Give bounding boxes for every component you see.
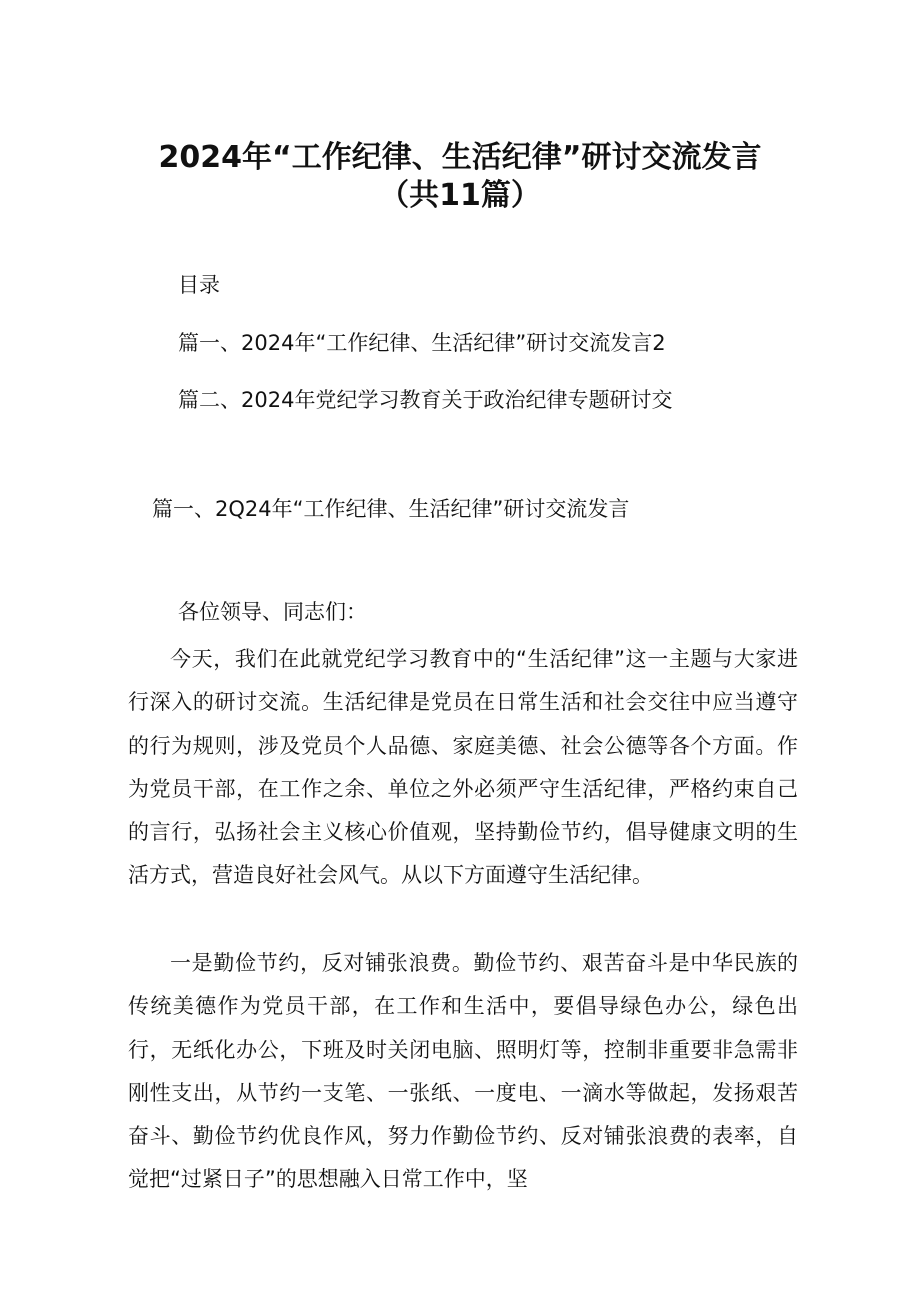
document-title: 2024年“工作纪律、生活纪律”研讨交流发言: [158, 140, 762, 175]
greeting: 各位领导、同志们：: [178, 600, 367, 624]
toc-item-1[interactable]: 篇一、2024年“工作纪律、生活纪律”研讨交流发言2: [178, 331, 666, 355]
toc-item-2[interactable]: 篇二、2024年党纪学习教育关于政治纪律专题研讨交: [178, 388, 673, 412]
toc-heading: 目录: [178, 273, 220, 297]
body-paragraph-2: 一是勤俭节约，反对铺张浪费。勤俭节约、艰苦奋斗是中华民族的传统美德作为党员干部，在工作和生活中，要倡导绿色办公，绿色出行，无纸化办公，下班及时关闭电脑、照明灯等，控制非重要非急需非刚性支出，从节约一支笔、一张纸、一度电、一滴水等做起，发扬艰苦奋斗、勤俭节约优良作风，努力作勤俭节约、反对铺张浪费的表率，自觉把“过紧日子”的思想融入日常工作中，坚: [128, 951, 798, 1192]
body-paragraph-1: 今天，我们在此就党纪学习教育中的“生活纪律”这一主题与大家进行深入的研讨交流。生活纪律是党员在日常生活和社会交往中应当遵守的行为规则，涉及党员个人品德、家庭美德、社会公德等各个方面。作为党员干部，在工作之余、单位之外必须严守生活纪律，严格约束自己的言行，弘扬社会主义核心价值观，坚持勤俭节约，倡导健康文明的生活方式，营造良好社会风气。从以下方面遵守生活纪律。: [128, 647, 798, 888]
document-subtitle: （共11篇）: [379, 178, 541, 213]
section-heading: 篇一、2Q24年“工作纪律、生活纪律”研讨交流发言: [152, 497, 630, 521]
